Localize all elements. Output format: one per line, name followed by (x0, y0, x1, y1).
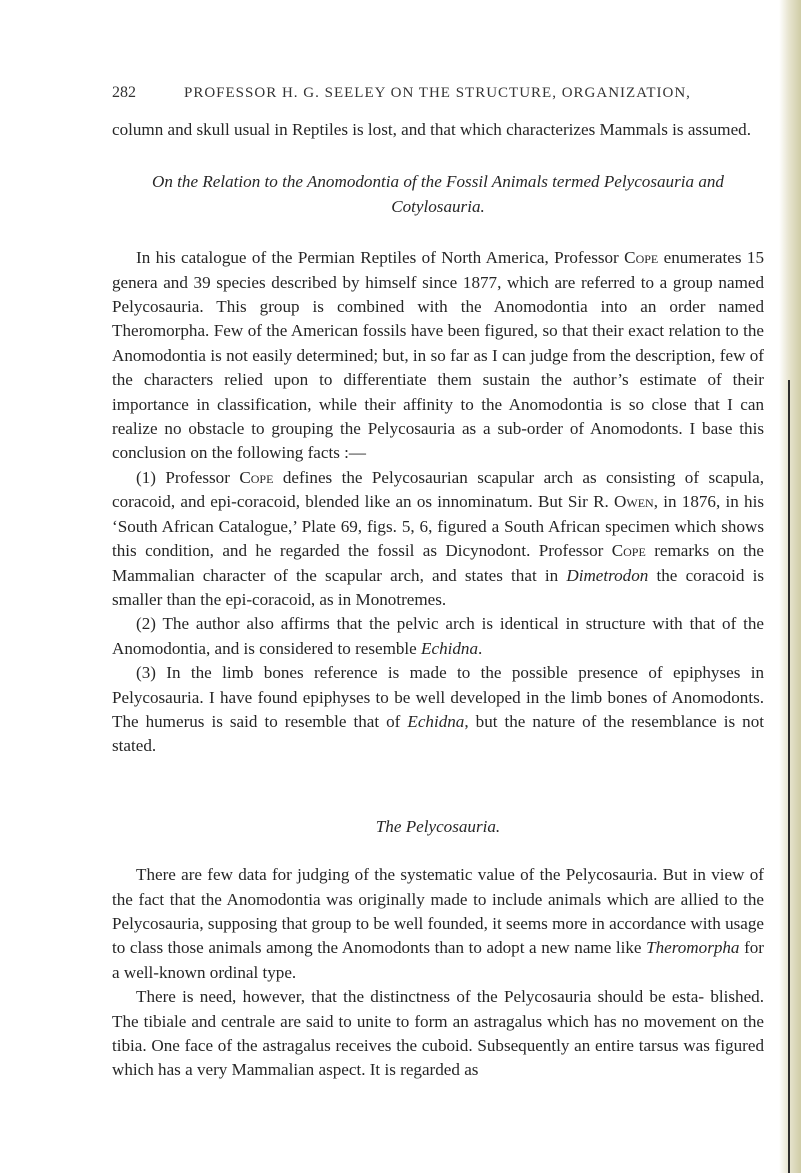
paragraph-distinctness: There is need, however, that the distinctness of the Pelycosauria should be esta- blished. The tibiale and centrale are said to unite to form an astragalus which has no movement on the tibia. One face of the astragalus receives the cuboid. Subsequently an entire tarsus was figured which has a very Mammalian aspect. It is regarded as (112, 987, 764, 1080)
running-title: PROFESSOR H. G. SEELEY ON THE STRUCTURE, ORGANIZATION, (184, 85, 691, 101)
section-heading-relation: On the Relation to the Anomodontia of the Fossil Animals termed Pelycosauria and Cotylosauria. (152, 172, 724, 216)
genus-echidna: Echidna (421, 638, 479, 658)
paragraph-continuation: column and skull usual in Reptiles is lost, and that which characterizes Mammals is assumed. (112, 120, 751, 139)
genus-dimetrodon: Dimetrodon (566, 565, 649, 585)
paragraph-point-2: (2) The author also affirms that the pelvic arch is identical in structure with that of the Anomodontia, and is considered to resemble Echidna. (112, 614, 764, 658)
genus-echidna: Echidna (407, 711, 465, 731)
author-name-cope: Cope (611, 541, 646, 561)
binding-edge-line (788, 380, 790, 1173)
author-name-cope: Cope (239, 467, 274, 487)
paragraph-systematic-value: There are few data for judging of the systematic value of the Pelycosauria. But in view of the fact that the Anomodontia was originally made to include animals which are allied to the Pelycosauria, supposing that group to be well founded, it seems more in accordance with usage to class those animals among the Anomodonts than to adopt a new name like Theromorpha for a well-known ordinal type. (112, 865, 764, 982)
section-heading-pelycosauria: The Pelycosauria. (375, 816, 501, 836)
paragraph-catalogue: In his catalogue of the Permian Reptiles of North America, Professor Cope enumerates 15 genera and 39 species described by himself since 1877, which are referred to a group named Pelycosauria. This group is combined with the Anomodontia into an order named Theromorpha. Few of the American fossils have been figured, so that their exact relation to the Anomodontia is not easily determined; but, in so far as I can judge from the description, few of the characters relied upon to differentiate them sustain the author’s estimate of their importance in classification, while their affinity to the Anomodontia is so close that I can realize no obstacle to grouping the Pelycosauria as a sub-order of Anomodonts. I base this conclusion on the following facts :— (112, 248, 764, 463)
author-name-cope: Cope (624, 248, 659, 268)
term-theromorpha: Theromorpha (646, 938, 740, 958)
paragraph-point-3: (3) In the limb bones reference is made to the possible presence of epiphyses in Pelycosauria. I have found epiphyses to be well developed in the limb bones of Anomodonts. The humerus is said to resemble that of Echidna, but the nature of the resemblance is not stated. (112, 663, 764, 756)
author-name-owen: Owen (614, 492, 654, 512)
paragraph-point-1: (1) Professor Cope defines the Pelycosaurian scapular arch as consisting of scapula, coracoid, and epi-coracoid, blended like an os innominatum. But Sir R. Owen, in 1876, in his ‘South African Catalogue,’ Plate 69, figs. 5, 6, figured a South African specimen which shows this condition, and he regarded the fossil as Dicynodont. Professor Cope remarks on the Mammalian character of the scapular arch, and states that in Dimetrodon the coracoid is smaller than the epi-coracoid, as in Monotremes. (112, 467, 765, 609)
page-number: 282 (112, 84, 136, 101)
page-body (112, 118, 764, 1083)
running-header (112, 84, 762, 102)
page-edge-shadow (779, 0, 801, 1173)
